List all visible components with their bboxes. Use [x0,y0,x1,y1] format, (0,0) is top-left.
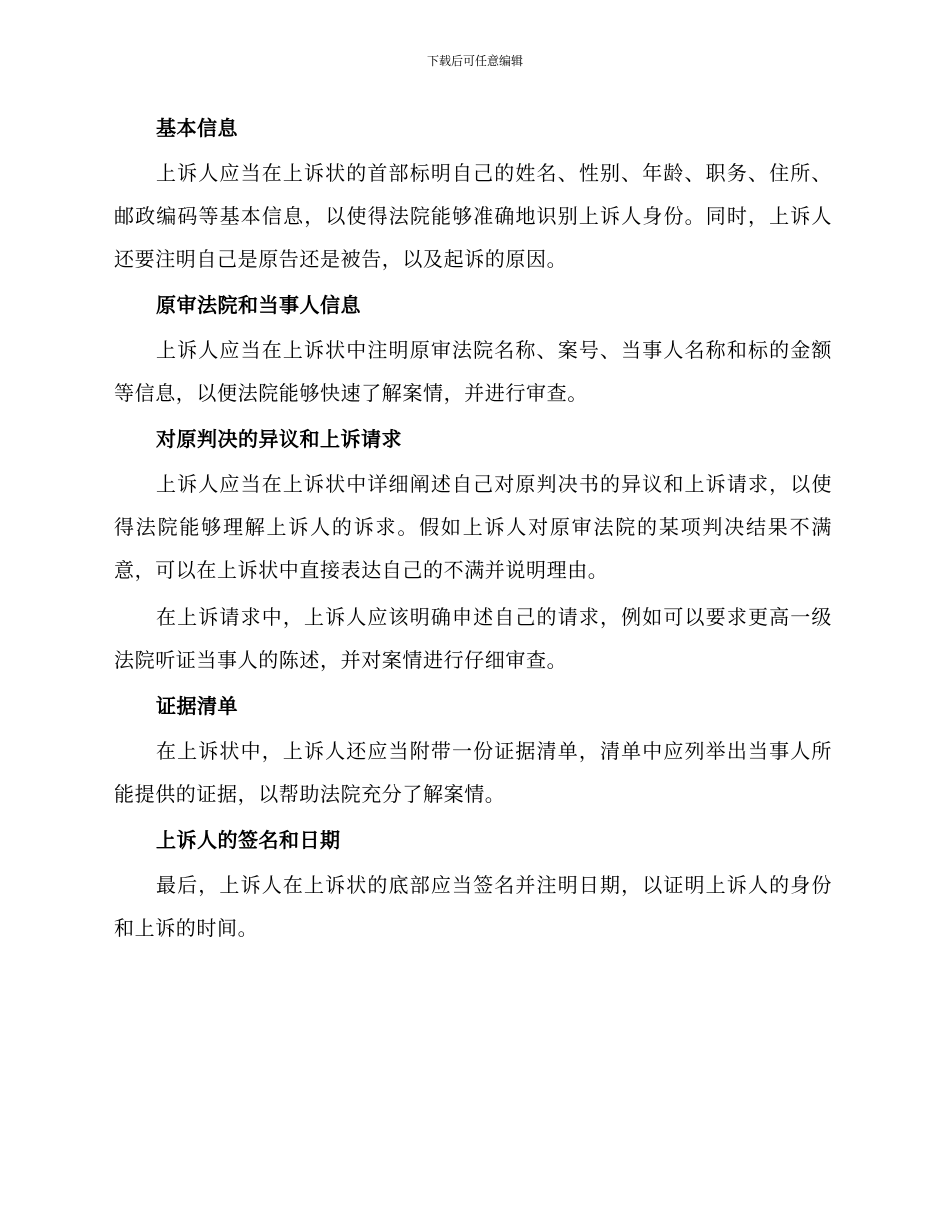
section-heading: 基本信息 [156,116,238,140]
section-paragraph: 上诉人应当在上诉状中注明原审法院名称、案号、当事人名称和标的金额等信息，以便法院能够快速了解案情，并进行审查。 [114,338,832,405]
section-paragraph: 最后，上诉人在上诉状的底部应当签名并注明日期，以证明上诉人的身份和上诉的时间。 [114,873,832,940]
section-paragraph: 上诉人应当在上诉状的首部标明自己的姓名、性别、年龄、职务、住所、邮政编码等基本信息，以使得法院能够准确地识别上诉人身份。同时，上诉人还要注明自己是原告还是被告，以及起诉的原因。 [114,161,832,271]
section-objection-and-appeal [114,419,832,682]
section-basic-info [114,108,832,281]
section-paragraph: 在上诉状中，上诉人还应当附带一份证据清单，清单中应列举出当事人所能提供的证据，以帮助法院充分了解案情。 [114,739,832,806]
section-heading: 原审法院和当事人信息 [156,293,361,317]
section-signature-and-date [114,820,832,950]
page-header-note: 下载后可任意编辑 [426,54,523,68]
section-paragraph: 上诉人应当在上诉状中详细阐述自己对原判决书的异议和上诉请求，以使得法院能够理解上诉人的诉求。假如上诉人对原审法院的某项判决结果不满意，可以在上诉状中直接表达自己的不满并说明理由。 [114,472,832,582]
section-evidence-list [114,686,832,816]
section-heading: 证据清单 [156,694,238,718]
section-heading: 上诉人的签名和日期 [156,828,341,852]
section-paragraph: 在上诉请求中，上诉人应该明确申述自己的请求，例如可以要求更高一级法院听证当事人的陈述，并对案情进行仔细审查。 [114,605,832,672]
section-heading: 对原判决的异议和上诉请求 [156,427,402,451]
section-original-court-info [114,285,832,415]
document-body [114,108,832,954]
